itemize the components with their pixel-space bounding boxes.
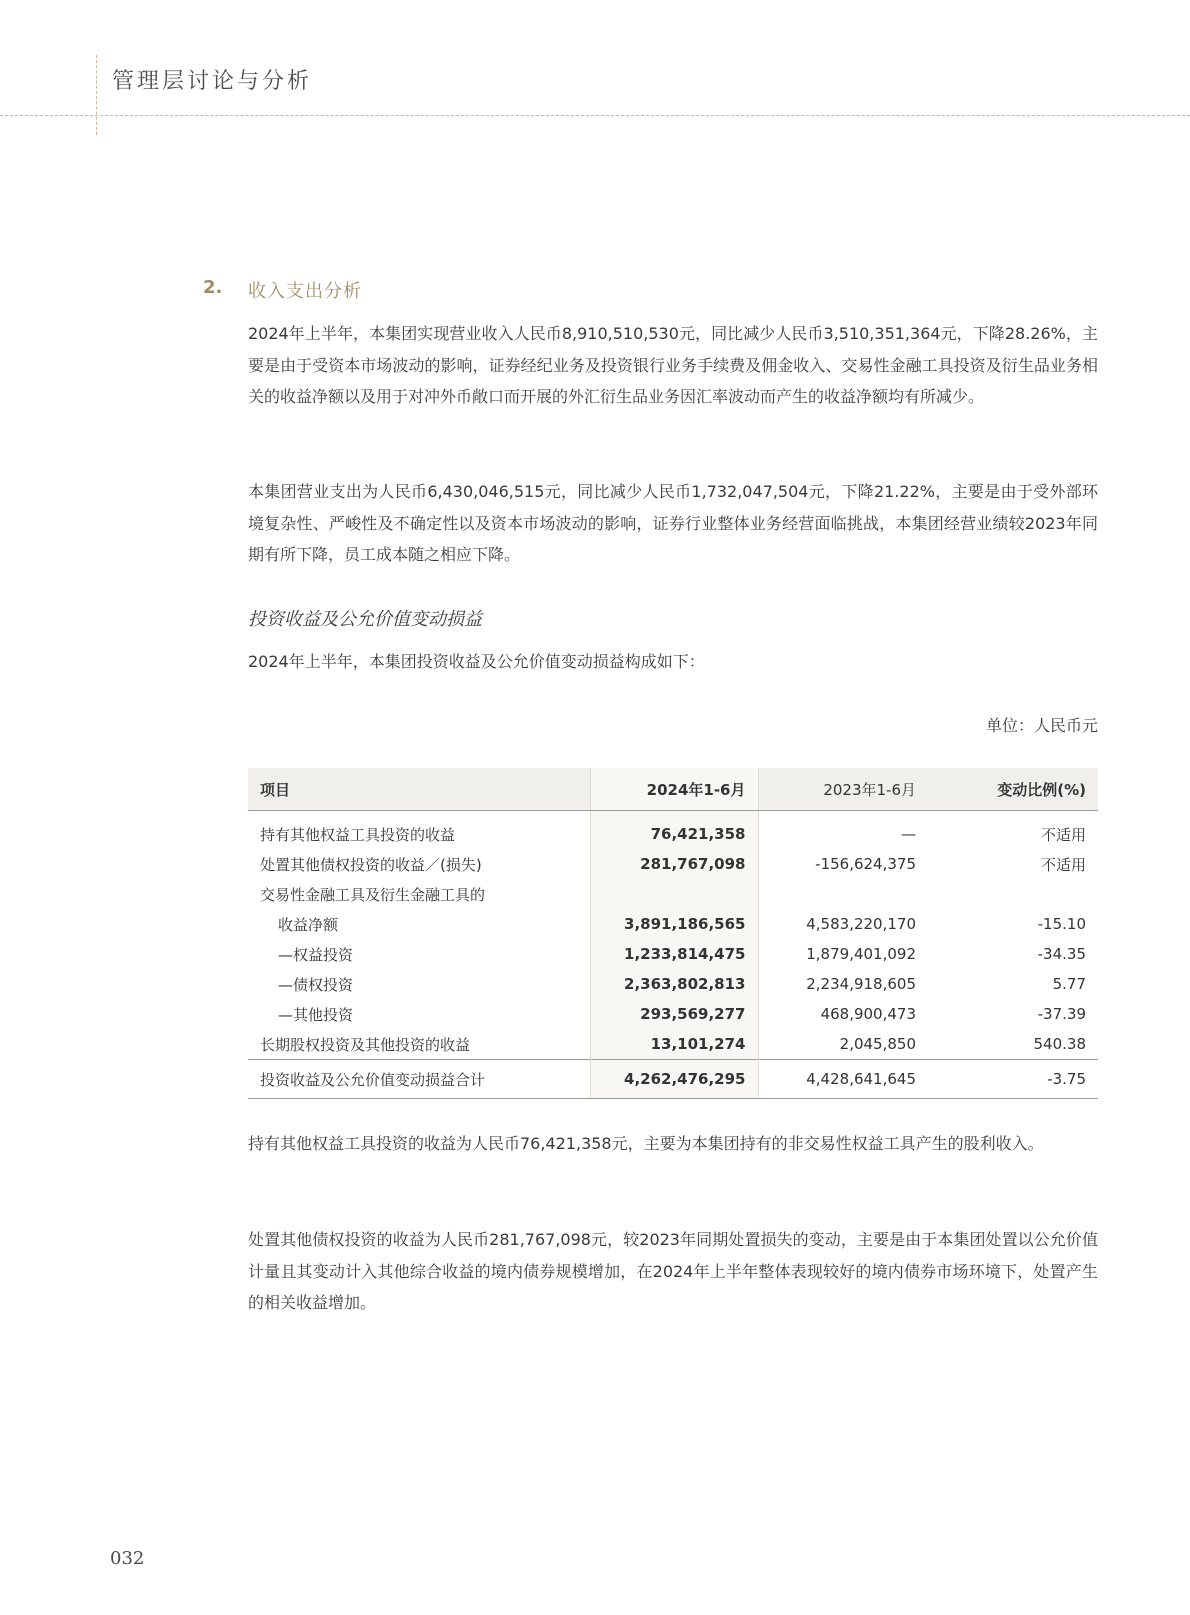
row-prior: 4,583,220,170: [806, 915, 916, 933]
header-change-pct: 变动比例(%): [928, 768, 1098, 811]
header-current-period: 2024年1-6月: [590, 768, 758, 811]
page-number: 032: [110, 1548, 145, 1569]
row-prior: —: [901, 825, 916, 843]
table-row: [248, 909, 1098, 939]
row-prior: 2,045,850: [839, 1035, 916, 1053]
row-change: 5.77: [1052, 975, 1086, 993]
table-row: [248, 1029, 1098, 1060]
row-item: 收益净额: [278, 915, 339, 934]
header-horizontal-rule: [0, 115, 1190, 116]
subsection-title: 投资收益及公允价值变动损益: [248, 609, 482, 630]
row-change: [928, 879, 1098, 909]
row-current: 281,767,098: [590, 849, 758, 879]
row-item: —权益投资: [278, 945, 354, 964]
row-item: 处置其他债权投资的收益／(损失): [260, 855, 482, 874]
row-current: 1,233,814,475: [590, 939, 758, 969]
table-header-row: [248, 768, 1098, 811]
paragraph-debt-disposal: 处置其他债权投资的收益为人民币281,767,098元，较2023年同期处置损失的变动，主要是由于本集团处置以公允价值计量且其变动计入其他综合收益的境内债券规模增加，在2024年上半年整体表现较好的境内债券市场环境下，处置产生的相关收益增加。: [248, 1230, 1098, 1312]
row-item: 持有其他权益工具投资的收益: [260, 825, 456, 844]
paragraph-equity-income: 持有其他权益工具投资的收益为人民币76,421,358元，主要为本集团持有的非交易性权益工具产生的股利收入。: [248, 1134, 1044, 1153]
section-title: 收入支出分析: [248, 281, 362, 302]
row-item: —其他投资: [278, 1005, 354, 1024]
total-item: 投资收益及公允价值变动损益合计: [248, 1060, 590, 1099]
row-current: 76,421,358: [590, 811, 758, 850]
row-change: 540.38: [1033, 1035, 1086, 1053]
paragraph-expenses: 本集团营业支出为人民币6,430,046,515元，同比减少人民币1,732,047,504元，下降21.22%，主要是由于受外部环境复杂性、严峻性及不确定性以及资本市场波动的影响，证券行业整体业务经营面临挑战，本集团经营业绩较2023年同期有所下降，员工成本随之相应下降。: [248, 482, 1098, 564]
row-current: [590, 879, 758, 909]
row-item: 交易性金融工具及衍生金融工具的: [260, 885, 486, 904]
row-change: -34.35: [1037, 945, 1086, 963]
page-header-title: 管理层讨论与分析: [112, 69, 313, 94]
row-current: 2,363,802,813: [590, 969, 758, 999]
table-row: [248, 811, 1098, 850]
total-current: 4,262,476,295: [590, 1060, 758, 1099]
table-row: [248, 999, 1098, 1029]
row-prior: [758, 879, 928, 909]
row-change: 不适用: [1040, 825, 1086, 844]
total-change: -3.75: [928, 1060, 1098, 1099]
subsection-intro: 2024年上半年，本集团投资收益及公允价值变动损益构成如下：: [248, 652, 705, 671]
table-total-row: [248, 1060, 1098, 1099]
paragraph-revenue: 2024年上半年，本集团实现营业收入人民币8,910,510,530元，同比减少人民币3,510,351,364元，下降28.26%，主要是由于受资本市场波动的影响，证券经纪业务及投资银行业务手续费及佣金收入、交易性金融工具投资及衍生品业务相关的收益净额以及用于对冲外币敞口而开展的外汇衍生品业务因汇率波动而产生的收益净额均有所减少。: [248, 324, 1098, 406]
row-current: 13,101,274: [590, 1029, 758, 1060]
table-row: [248, 879, 1098, 909]
row-prior: -156,624,375: [815, 855, 916, 873]
row-prior: 1,879,401,092: [806, 945, 916, 963]
row-prior: 2,234,918,605: [806, 975, 916, 993]
table-row: [248, 969, 1098, 999]
row-current: 3,891,186,565: [590, 909, 758, 939]
table-row: [248, 939, 1098, 969]
row-item: 长期股权投资及其他投资的收益: [260, 1035, 471, 1054]
row-prior: 468,900,473: [820, 1005, 916, 1023]
header-vertical-rule: [96, 55, 97, 135]
row-change: -15.10: [1037, 915, 1086, 933]
row-current: 293,569,277: [590, 999, 758, 1029]
section-number: 2.: [203, 277, 223, 298]
table-unit-label: 单位：人民币元: [985, 716, 1098, 735]
row-change: -37.39: [1037, 1005, 1086, 1023]
investment-income-table: [248, 768, 1098, 1099]
table-row: [248, 849, 1098, 879]
total-prior: 4,428,641,645: [758, 1060, 928, 1099]
row-item: —债权投资: [278, 975, 354, 994]
row-change: 不适用: [1040, 855, 1086, 874]
header-prior-period: 2023年1-6月: [758, 768, 928, 811]
header-item: 项目: [248, 768, 590, 811]
